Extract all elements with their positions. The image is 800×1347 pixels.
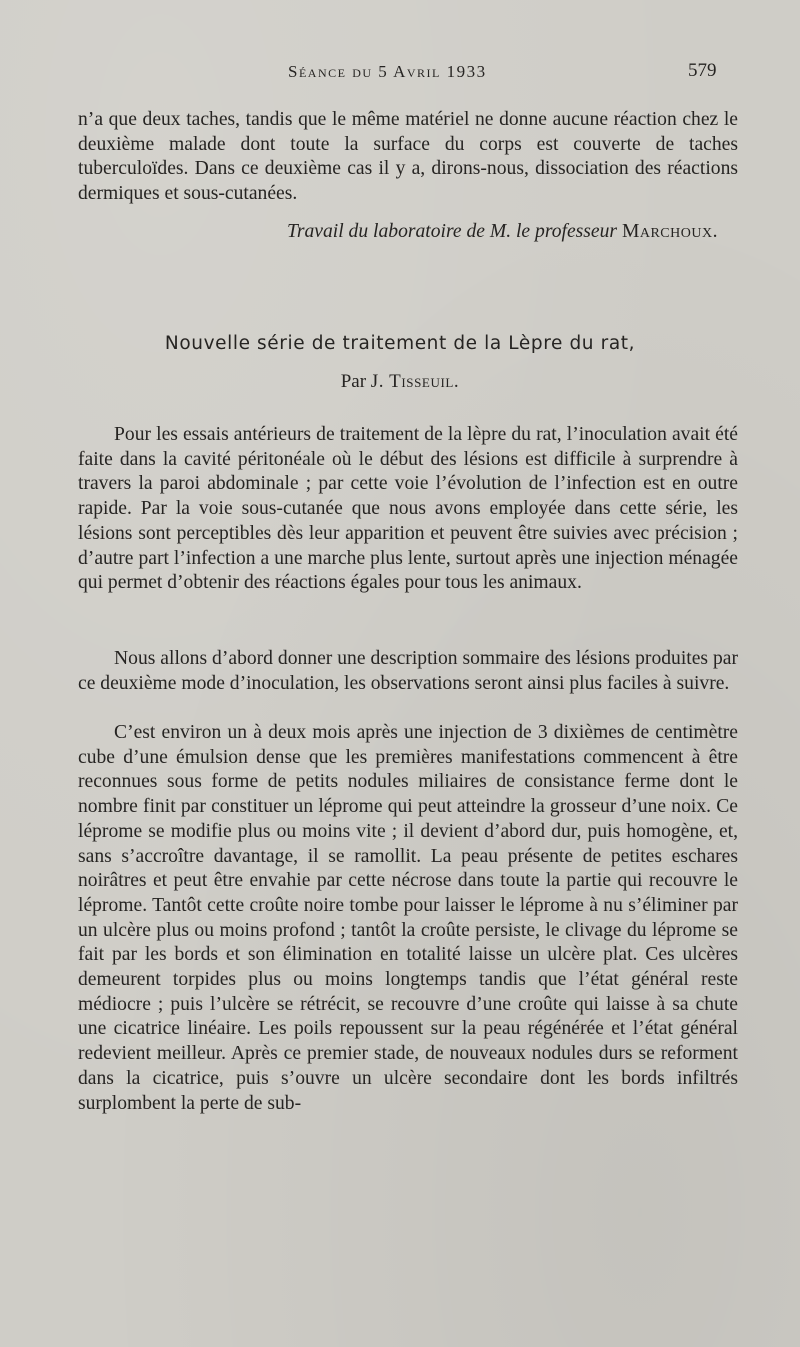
continued-paragraph: n’a que deux taches, tandis que le même matériel ne donne aucune réaction chez le deuxième malade dont toute la surface du corps est couverte de taches tuberculoïdes. Dans ce deuxième cas il y a, dirons-nous, dissociation des réactions dermiques et sous-cutanées. [78,109,738,205]
lab-attribution-text: Travail du laboratoire de M. le professeur [287,221,618,242]
article-byline [0,371,800,393]
lab-attribution [78,221,718,243]
running-head-title: Séance du 5 Avril 1933 [288,62,487,81]
author-name: J. Tisseuil. [370,371,460,392]
article-paragraph-2: Nous allons d’abord donner une description sommaire des lésions produites par ce deuxième mode d’inoculation, les observations seront ainsi plus faciles à suivre. [78,648,738,694]
professor-name: Marchoux. [621,221,718,242]
article-paragraph-1: Pour les essais antérieurs de traitement de la lèpre du rat, l’inoculation avait été faite dans la cavité péritonéale où le début des lésions est difficile à surprendre à travers la paroi abdominale ; par cette voie l’évolution de l’infection est en outre rapide. Par la voie sous-cutanée que nous avons employée dans cette série, les lésions sont perceptibles dès leur apparition et peuvent être suivies avec précision ; d’autre part l’infection a une marche plus lente, surtout après une injection ménagée qui permet d’obtenir des réactions égales pour tous les animaux. [78,424,738,594]
article-title: Nouvelle série de traitement de la Lèpre du rat, [164,333,636,354]
running-head [0,60,800,90]
byline-prefix: Par [340,371,367,392]
article-paragraph-3: C’est environ un à deux mois après une injection de 3 dixièmes de centimètre cube d’une émulsion dense que les premières manifestations commencent à être reconnues sous forme de petits nodules miliaires de consistance ferme dont le nombre finit par constituer un lépromе qui peut atteindre la grosseur d’une noix. Ce léprome se modifie plus ou moins vite ; il devient d’abord dur, puis homogène, et, sans s’accroître davantage, il se ramollit. La peau présente de petites eschares noirâtres et peut être envahie par cette nécrose dans toute la partie qui recouvre le léprome. Tantôt cette croûte noire tombe pour laisser le léprome à nu s’éliminer par un ulcère plus ou moins profond ; tantôt la croûte persiste, le clivage du léprome se fait par les bords et son élimination en totalité laisse un ulcère plat. Ces ulcères demeurent torpides plus ou moins longtemps tandis que l’état général reste médiocre ; puis l’ulcère se rétrécit, se recouvre d’une croûte qui laisse à sa chute une cicatrice linéaire. Les poils repoussent sur la peau régénérée et l’état général redevient meilleur. Après ce premier stade, de nouveaux nodules durs se reforment dans la cicatrice, puis s’ouvre un ulcère secondaire dont les bords infiltrés surplombent la perte de sub- [78,722,738,1114]
page-number: 579 [688,60,717,81]
